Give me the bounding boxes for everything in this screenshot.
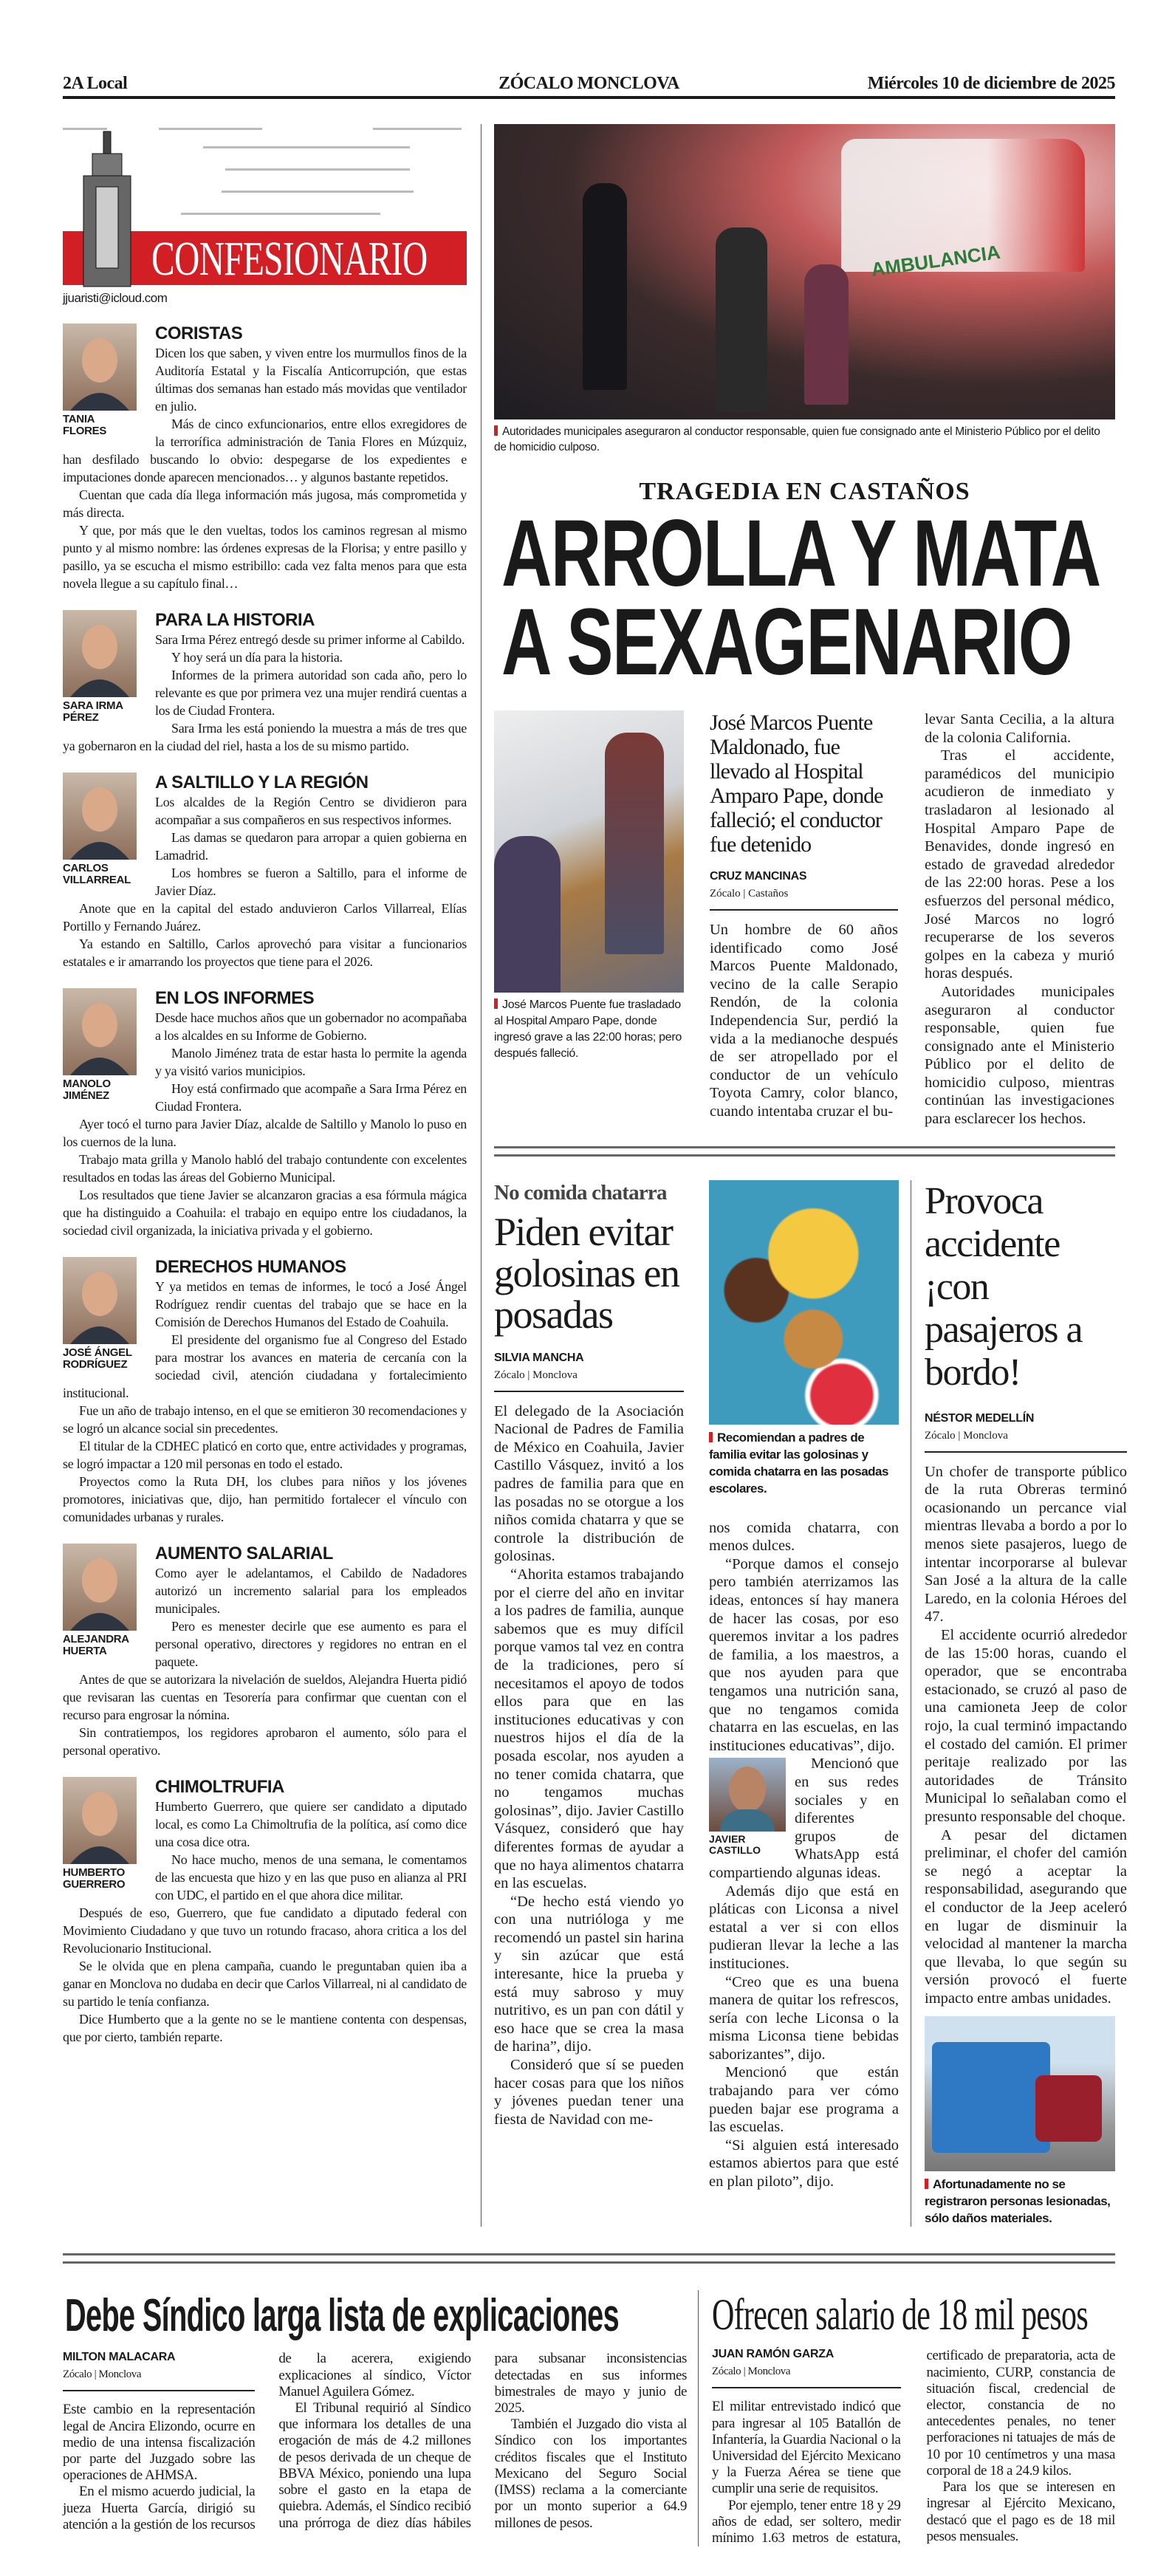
salario-body — [712, 2348, 1115, 2546]
accident-scene-photo — [494, 124, 1115, 419]
byline: JUAN RAMÓN GARZA — [712, 2348, 834, 2361]
item-heading: CORISTAS — [155, 323, 243, 343]
columnist-subject — [63, 988, 137, 1102]
paragraph: El titular de la CDHEC platicó en corto que, entre actividades y programas, se logró impactar a 120 mil personas en todo el estado. — [63, 1439, 467, 1471]
paragraph: “De hecho está viendo yo con una nutrióloga y me recomendó un pastel sin harina y sin azúcar que está interesante, hice la prueba y está muy sabroso y muy nutritivo, es un pan con dátil y eso hace que se crea la masa de harina”, dijo. — [494, 1893, 684, 2055]
paragraph: Para los que se interesen en ingresar al Ejército Mexicano, destacó que el pago es de 18 mil pesos mensuales. — [926, 2479, 1115, 2544]
confesionario-item — [63, 610, 467, 755]
lead-text-column — [710, 710, 898, 1128]
paragraph: Sara Irma les está poniendo la muestra a más de tres que ya gobernaron en la ciudad del riel, hasta a los de su mismo partido. — [63, 721, 467, 753]
bus-crash-photo — [925, 2016, 1115, 2171]
section-divider — [63, 2261, 1115, 2264]
lead-article — [494, 710, 1115, 1128]
paragraph: “Si alguien está interesado estamos abiertos para que esté en plan piloto”, dijo. — [709, 2137, 899, 2190]
paragraph: nos comida chatarra, con menos dulces. — [709, 1519, 899, 1555]
section-divider — [494, 1154, 1115, 1157]
paragraph: Autoridades municipales aseguraron al conductor responsable, quien fue consignado ante el Ministerio Público por el delito de homicidio culposo, mientras continúan las investigaciones para esclarecer los hechos. — [925, 983, 1114, 1128]
paragraph: También el Juzgado dio vista al Síndico con los importantes créditos fiscales que el Instituto Mexicano del Seguro Social (IMSS) reclama a la comerciante por un monto superior a 64.9 millones de pesos. — [494, 2416, 687, 2531]
paragraph: Y hoy será un día para la historia. — [171, 650, 343, 665]
paragraph: El accidente ocurrió alrededor de las 15:00 horas, cuando el operador, que se encontraba estacionado, se cruzó al paso de una camioneta Jeep de color rojo, la cual terminó impactando el costado del camión. El primer peritaje realizado por las autoridades de Tránsito Municipal lo señalaban como el presunto responsable del choque. — [925, 1627, 1127, 1825]
confesionario-items — [63, 323, 467, 2046]
columnist-subject — [63, 1257, 137, 1371]
headline-line-2: A SEXAGENARIO — [501, 589, 1072, 695]
columnist-subject — [63, 773, 137, 886]
paragraph: Proyectos como la Ruta DH, los clubes para niños y los jóvenes promotores, iniciativas que, dijo, han permitido fortalecer el vínculo con comunidades urbanas y rurales. — [63, 1474, 467, 1524]
paragraph: Los hombres se fueron a Saltillo, para el informe de Javier Díaz. — [155, 866, 467, 898]
lead-headline — [494, 501, 1115, 695]
salario-headline-wrap — [712, 2290, 1115, 2339]
sindico-body — [63, 2351, 687, 2533]
page-content — [63, 124, 1127, 2546]
paragraph: El militar entrevistado indicó que para ingresar al 105 Batallón de Infantería, la Guardia Nacional o la Universidad del Ejército Mexicano y la Fuerza Aérea se tiene que cumplir una serie de requisitos. — [712, 2399, 901, 2497]
columnist-subject — [63, 1544, 137, 1657]
paragraph: Un hombre de 60 años identificado como José Marcos Puente Maldonado, vecino de la calle Serapio Rendón, de la colonia Independencia Sur, perdió la vida a la medianoche después de ser atropellado por el conductor de un vehículo Toyota Camry, color blanco, cuando intentaba cruzar el bu- — [710, 922, 898, 1120]
junk-food-photo — [709, 1180, 899, 1425]
portrait-photo — [63, 1257, 137, 1344]
paragraph: Informes de la primera autoridad son cada año, pero lo relevante es que por primera vez una mujer rendirá cuentas a los de Ciudad Frontera. — [155, 668, 467, 718]
subject-name: JOSÉ ÁNGEL RODRÍGUEZ — [63, 1346, 132, 1371]
salario-headline: Ofrecen salario de 18 mil pesos — [712, 2290, 1088, 2340]
lead-body-col2 — [710, 921, 898, 1121]
golosinas-body-col2 — [709, 1519, 899, 2191]
paragraph: Hoy está confirmado que acompañe a Sara Irma Pérez en Ciudad Frontera. — [155, 1081, 467, 1114]
paragraph: Los resultados que tiene Javier se alcanzaron gracias a esa fórmula mágica que ha distinguido a Coahuila: el trabajo en equipo entre los ciudadanos, la sociedad civil organizada, la iniciativa privada y el gobierno. — [63, 1188, 467, 1238]
javier-castillo-inset — [709, 1758, 786, 1856]
accidente-column — [911, 1180, 1127, 2227]
paragraph: El presidente del organismo fue al Congreso del Estado para mostrar los avances en materia de cercanía con la sociedad civil, atención ciudadana y fortalecimiento institucional. — [63, 1332, 467, 1400]
sindico-headline-wrap — [63, 2290, 687, 2342]
paragraph: Ayer tocó el turno para Javier Díaz, alcalde de Saltillo y Manolo lo puso en los cuernos de la luna. — [63, 1117, 467, 1149]
paragraph: “Ahorita estamos trabajando por el cierre del año en invitar a los padres de familia, aunque sabemos que es muy difícil porque vamos tal vez en contra de la tradiciones, pero sí necesitamos el apoyo de todos ellos para que en las instituciones educativas y con nuestros hijos el día de la posada escolar, nos ayuden a no tener comida chatarra, que no tengamos muchas golosinas”, dijo. Javier Castillo Vásquez, consideró que hay diferentes formas de ayudar a que no haya alimentos chatarra en las escuelas. — [494, 1566, 684, 1892]
paragraph: Dice Humberto que a la gente no se le mantiene contenta con despensas, que por cierto, también reparte. — [63, 2012, 467, 2044]
section-divider — [494, 1146, 1115, 1148]
paragraph: Por ejemplo, tener entre 18 y 29 años de edad, ser soltero, medir mínimo 1.63 metros de estatura, certificado de preparatoria, acta de nacimiento, CURP, constancia de situación fiscal, credencial de elector, constancia de no antecedentes penales, no tener perforaciones ni tatuajes de más de 10 por 10 centímetros y una masa corporal de 18 a 24.9 kilos. — [712, 2348, 1115, 2546]
issue-date: Miércoles 10 de diciembre de 2025 — [867, 74, 1115, 93]
ambulance-label: AMBULANCIA — [869, 240, 1002, 281]
paragraph: Mencionó que en sus redes sociales y en diferentes grupos de WhatsApp está compartiendo algunas ideas. — [709, 1755, 899, 1881]
newspaper-name: ZÓCALO MONCLOVA — [498, 74, 679, 93]
food-photo-caption: Recomiendan a padres de familia evitar las golosinas y comida chatarra en las posadas escolares. — [709, 1429, 899, 1497]
paragraph: Como ayer le adelantamos, el Cabildo de Nadadores autorizó un incremento salarial para los empleados municipales. — [155, 1566, 467, 1616]
sindico-story — [63, 2290, 687, 2546]
paragraph: Trabajo mata grilla y Manolo habló del trabajo contundente con excelentes resultados en todas las áreas del Gobierno Municipal. — [63, 1152, 467, 1185]
paragraph: Consideró que sí se pueden hacer cosas para que los niños y jóvenes puedan tener una fiesta de Navidad con me- — [494, 2057, 684, 2128]
paragraph: Sara Irma Pérez entregó desde su primer informe al Cabildo. — [155, 632, 465, 647]
byline: SILVIA MANCHA — [494, 1351, 584, 1364]
paragraph: “Porque damos el consejo pero también aterrizamos las ideas, entonces sí hay manera de hacer las cosas, por eso queremos invitar a los padres de familia, a los maestros, a que nos ayuden para que tengamos una nutrición sana, que no tengamos comida chatarra en las escuelas, en las instituciones educativas”, dijo. — [709, 1555, 899, 1754]
dateline: Zócalo | Monclova — [63, 2368, 255, 2391]
confesionario-item — [63, 1544, 467, 1759]
paragraph: Manolo Jiménez trata de estar hasta lo permite la agenda y ya visitó varios municipios. — [155, 1046, 467, 1078]
sindico-headline: Debe Síndico larga lista de explicaciones — [65, 2290, 620, 2342]
golosinas-headline: Piden evitar golosinas en posadas — [494, 1209, 679, 1337]
subject-name: CARLOS VILLARREAL — [63, 862, 131, 886]
paragraph: Además dijo que está en pláticas con Liconsa a nivel estatal a ver si con ellos pudieran llevar la leche a las instituciones. — [709, 1883, 899, 1972]
item-heading: CHIMOLTRUFIA — [155, 1777, 284, 1797]
paragraph: levar Santa Cecilia, a la altura de la colonia California. — [925, 711, 1114, 746]
item-heading: A SALTILLO Y LA REGIÓN — [155, 773, 369, 792]
paragraph: Sin contratiempos, los regidores aprobaron el aumento, sólo para el personal operativo. — [63, 1725, 467, 1758]
column-title: CONFESIONARIO — [151, 232, 428, 286]
paragraph: Se le olvida que en plena campaña, cuando le preguntaban quien iba a ganar en Monclova no dudaba en decir que Carlos Villarreal, ni al candidato de su partido le tenía confianza. — [63, 1959, 467, 2009]
portrait-photo — [63, 323, 137, 411]
byline: NÉSTOR MEDELLÍN — [925, 1411, 1035, 1425]
subject-name: HUMBERTO GUERRERO — [63, 1866, 126, 1891]
paragraph: El Tribunal requirió al Síndico que informara los detalles de una erogación de más de 4.2 millones de pesos derivada de un cheque de BBVA México, poniendo una lupa sobre el gasto en la etapa de quiebra. Además, el Síndico recibió una prórroga de diez días hábiles para subsanar inconsistencias detectadas en sus informes bimestrales de mayo y junio de 2025. — [278, 2351, 687, 2531]
paragraph: Después de eso, Guerrero, que fue candidato a diputado federal con Movimiento Ciudadano y que tuvo un rotundo fracaso, ahora critica a los del Revolucionario Institucional. — [63, 1905, 467, 1956]
dateline: Zócalo | Monclova — [494, 1369, 684, 1392]
paragraph: Dicen los que saben, y viven entre los murmullos finos de la Auditoría Estatal y la Fiscalía Anticorrupción, que estas últimas dos semanas han estado más movidas que ventilador en julio. — [155, 346, 467, 414]
byline: MILTON MALACARA — [63, 2351, 176, 2364]
confesionario-item — [63, 1257, 467, 1526]
section-label: 2A Local — [63, 74, 128, 93]
subject-name: TANIA FLORES — [63, 413, 107, 437]
confesionario-item — [63, 773, 467, 970]
inside-photo-caption: José Marcos Puente fue trasladado al Hospital Amparo Pape, donde ingresó grave a las 22:00 horas; pero después falleció. — [494, 997, 684, 1062]
paragraph: No hace mucho, menos de una semana, le comentamos de las encuesta que hizo y en las que puso en alianza al PRI con UDC, el partido en el que ahora dice militar. — [155, 1852, 467, 1902]
golosinas-column — [494, 1180, 684, 2227]
subject-name: MANOLO JIMÉNEZ — [63, 1078, 111, 1102]
paragraph: Desde hace muchos años que un gobernador no acompañaba a los alcaldes en su Informe de Gobierno. — [155, 1010, 467, 1043]
header-rule — [63, 96, 1115, 99]
item-heading: DERECHOS HUMANOS — [155, 1257, 346, 1277]
confesionario-item — [63, 1777, 467, 2046]
paragraph: Humberto Guerrero, que quiere ser candidato a diputado local, es como La Chimoltrufia de la política, así como dice una cosa dice otra. — [155, 1799, 467, 1849]
section-divider — [63, 2253, 1115, 2255]
paragraph: Y que, por más que le den vueltas, todos los caminos regresan al mismo punto y al mismo nombre: las órdenes expresas de la Florisa; y entre pasillo y pasillo, ya se escucha el mismo estribillo: cada vez falta menos para que esta novela llegue a su capítulo final… — [63, 523, 467, 591]
dateline: Zócalo | Monclova — [925, 1430, 1127, 1453]
lead-photo-column — [494, 710, 684, 1128]
paragraph: Este cambio en la representación legal de Ancira Elizondo, ocurre en medio de una intensa fiscalización por parte del Juzgado sobre las operaciones de AHMSA. — [63, 2402, 256, 2484]
columnist-email[interactable]: jjuaristi@icloud.com — [63, 291, 168, 305]
columnist-subject — [63, 323, 137, 437]
confesionario-item — [63, 323, 467, 592]
paragraph: Y ya metidos en temas de informes, le tocó a José Ángel Rodríguez rendir cuentas del trabajo que se hace en la Comisión de Derechos Humanos del Estado de Coahuila. — [155, 1279, 467, 1329]
paragraph: Pero es menester decirle que ese aumento es para el personal operativo, directores y regidores no entran en el paquete. — [155, 1619, 467, 1669]
kicker: TRAGEDIA EN CASTAÑOS — [639, 478, 970, 505]
bottom-stories — [63, 2290, 1115, 2546]
accidente-body — [925, 1463, 1127, 2008]
subject-name: SARA IRMA PÉREZ — [63, 699, 123, 724]
paragraph: Anote que en la capital del estado anduvieron Carlos Villarreal, Elías Portillo y Fernando Juárez. — [63, 901, 467, 934]
columnist-subject — [63, 1777, 137, 1891]
byline: CRUZ MANCINAS — [710, 870, 807, 883]
bus-photo-caption: Afortunadamente no se registraron personas lesionadas, sólo daños materiales. — [925, 2176, 1127, 2227]
paragraph: Los alcaldes de la Región Centro se dividieron para acompañar a sus compañeros en sus respectivos informes. — [155, 795, 467, 827]
dateline: Zócalo | Castaños — [710, 888, 898, 911]
golosinas-body-col1 — [494, 1402, 684, 2129]
paragraph: Tras el accidente, paramédicos del municipio acudieron de inmediato y trasladaron al lesionado al Hospital Amparo Pape de Benavides, donde ingresó en estado de gravedad alrededor de las 22:00 horas. Pese a los esfuerzos del personal médico, José Marcos no logró recuperarse de los severos golpes en la cabeza y murió horas después. — [925, 747, 1114, 982]
paragraph: Fue un año de trabajo intenso, en el que se emitieron 30 recomendaciones y se logró un alcance social sin precedentes. — [63, 1403, 467, 1436]
portrait-photo — [63, 773, 137, 860]
paragraph: Mencionó que están trabajando para ver cómo pueden bajar ese programa a las escuelas. — [709, 2064, 899, 2136]
item-heading: AUMENTO SALARIAL — [155, 1544, 333, 1563]
confesionario-logo — [63, 124, 467, 288]
paragraph: En el mismo acuerdo judicial, la jueza Huerta García, dirigió su atención a la gestión de los recursos de la acerera, exigiendo explicaciones al síndico, Víctor Manuel Aguilera Gómez. — [63, 2351, 471, 2532]
top-photo-caption: Autoridades municipales aseguraron al conductor responsable, quien fue consignado ante el Ministerio Público por el delito de homicidio culposo. — [494, 424, 1115, 455]
portrait-photo — [63, 610, 137, 697]
accidente-headline: Provoca accidente ¡con pasajeros a bordo! — [925, 1179, 1083, 1394]
item-heading: EN LOS INFORMES — [155, 988, 315, 1008]
javier-castillo-photo — [709, 1758, 786, 1832]
paragraph: Más de cinco exfuncionarios, entre ellos exregidores de la terrorífica administración de Tania Flores en Múzquiz, han desfilado buscando lo obvio: despegarse de los expedientes e imputaciones donde aparecen mencionados… y algunos bastante repetidos. — [63, 417, 467, 484]
paragraph: Ya estando en Saltillo, Carlos aprovechó para visitar a funcionarios estatales e ir amarrando los proyectos que tiene para el 2026. — [63, 936, 467, 969]
lower-stories — [494, 1179, 1127, 2227]
salario-story — [698, 2290, 1115, 2546]
paragraph: Las damas se quedaron para arropar a quien gobierna en Lamadrid. — [155, 830, 467, 863]
lead-deck: José Marcos Puente Maldonado, fue llevado al Hospital Amparo Pape, donde falleció; el conductor fue detenido — [710, 710, 883, 857]
dateline: Zócalo | Monclova — [712, 2366, 901, 2388]
paragraph: Cuentan que cada día llega información más jugosa, más comprometida y más directa. — [63, 487, 467, 520]
portrait-photo — [63, 1777, 137, 1864]
news-column — [481, 124, 1127, 2227]
subject-name: ALEJANDRA HUERTA — [63, 1633, 129, 1657]
portrait-photo — [63, 988, 137, 1075]
ambulance-interior-photo — [494, 710, 684, 993]
paragraph: El delegado de la Asociación Nacional de Padres de Familia de México en Coahuila, Javier Castillo Vásquez, invitó a los padres de familia para que en las posadas no se otorgue a los niños comida chatarra y que se controle la distribución de golosinas. — [494, 1402, 684, 1565]
columnist-subject — [63, 610, 137, 724]
confesionario-column — [63, 124, 467, 2046]
headline-line-1: ARROLLA Y MATA — [501, 501, 1100, 606]
item-heading: PARA LA HISTORIA — [155, 610, 315, 630]
portrait-photo — [63, 1544, 137, 1631]
kicker: No comida chatarra — [494, 1180, 667, 1205]
inset-name: JAVIER CASTILLO — [709, 1833, 761, 1857]
golosinas-photo-column — [709, 1180, 899, 2227]
paragraph: Antes de que se autorizara la nivelación de sueldos, Alejandra Huerta pidió que revisaran las cuentas en Tesorería para confirmar que cuentan con el recurso para engrosar la nómina. — [63, 1672, 467, 1722]
paragraph: “Creo que es una buena manera de quitar los refrescos, sería con leche Liconsa o la misma Liconsa tiene bebidas saborizantes”, dijo. — [709, 1973, 899, 2063]
confesionario-item — [63, 988, 467, 1239]
paragraph: Un chofer de transporte público de la ruta Obreras terminó ocasionando un percance vial mientras llevaba a bordo a por lo menos siete pasajeros, luego de intentar incorporarse al bulevar San José a la altura de la calle Laredo, en la colonia Héroes del 47. — [925, 1463, 1127, 1626]
paragraph: A pesar del dictamen preliminar, el chofer del camión se negó a aceptar la responsabilidad, asegurando que el conductor de la Jeep aceleró en lugar de disminuir la velocidad al mantener la marcha que llevaba, lo que según su versión provocó el fuerte impacto entre ambas unidades. — [925, 1826, 1127, 2007]
lead-body-col3 — [925, 710, 1114, 1128]
